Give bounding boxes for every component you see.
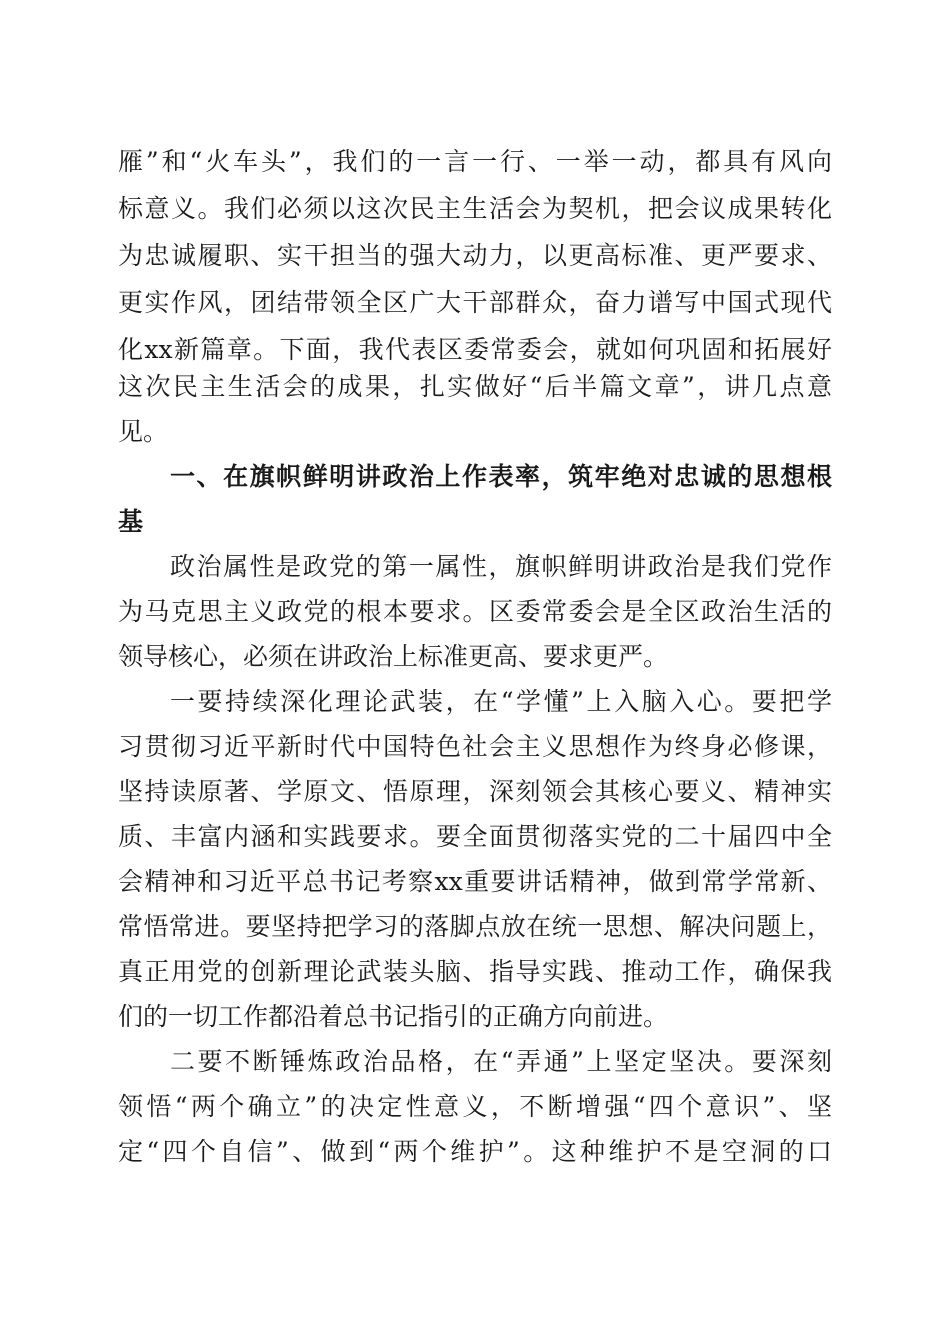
- text-line: 一要持续深化理论武装，在“学懂”上入脑入心。要把学: [170, 687, 832, 716]
- text-line: 二要不断锤炼政治品格，在“弄通”上坚定坚决。要深刻: [170, 1047, 832, 1076]
- text-line: 这次民主生活会的成果，扎实做好“后半篇文章”，讲几点意: [118, 372, 832, 401]
- text-line: 领导核心，必须在讲政治上标准更高、要求更严。: [118, 642, 669, 671]
- text-line: 定“四个自信”、做到“两个维护”。这种维护不是空洞的口: [118, 1137, 832, 1166]
- text-line: 会精神和习近平总书记考察xx重要讲话精神，做到常学常新、: [118, 867, 832, 896]
- text-line: 政治属性是政党的第一属性，旗帜鲜明讲政治是我们党作: [170, 552, 832, 581]
- text-line: 习贯彻习近平新时代中国特色社会主义思想作为终身必修课，: [118, 732, 832, 761]
- text-line: 标意义。我们必须以这次民主生活会为契机，把会议成果转化: [118, 194, 832, 223]
- section-heading: 一、在旗帜鲜明讲政治上作表率，筑牢绝对忠诚的思想根: [170, 462, 832, 491]
- text-line: 更实作风，团结带领全区广大干部群众，奋力谱写中国式现代: [118, 288, 832, 317]
- text-line: 见。: [118, 417, 169, 446]
- text-line: 坚持读原著、学原文、悟原理，深刻领会其核心要义、精神实: [118, 777, 832, 806]
- text-line: 雁”和“火车头”，我们的一言一行、一举一动，都具有风向: [118, 147, 832, 176]
- text-line: 们的一切工作都沿着总书记指引的正确方向前进。: [118, 1002, 669, 1031]
- text-line: 为马克思主义政党的根本要求。区委常委会是全区政治生活的: [118, 597, 832, 626]
- text-line: 化xx新篇章。下面，我代表区委常委会，就如何巩固和拓展好: [118, 335, 832, 364]
- section-heading-continued: 基: [118, 507, 144, 536]
- text-line: 常悟常进。要坚持把学习的落脚点放在统一思想、解决问题上，: [118, 912, 832, 941]
- text-line: 真正用党的创新理论武装头脑、指导实践、推动工作，确保我: [118, 957, 832, 986]
- text-line: 领悟“两个确立”的决定性意义，不断增强“四个意识”、坚: [118, 1092, 832, 1121]
- text-line: 质、丰富内涵和实践要求。要全面贯彻落实党的二十届四中全: [118, 822, 832, 851]
- text-line: 为忠诚履职、实干担当的强大动力，以更高标准、更严要求、: [118, 241, 832, 270]
